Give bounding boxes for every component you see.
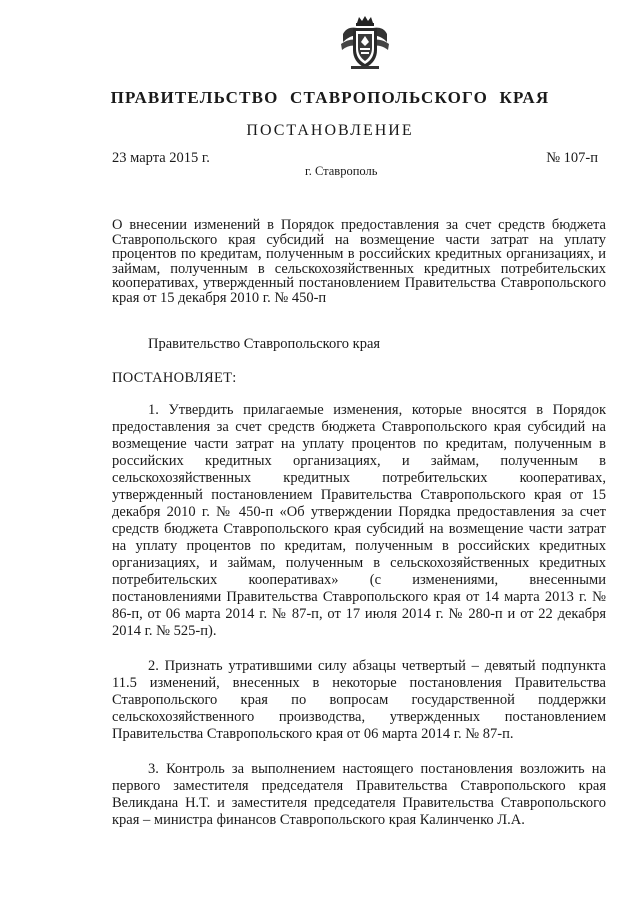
coat-of-arms-icon — [337, 14, 393, 72]
issuing-authority: Правительство Ставропольского края — [148, 336, 381, 352]
paragraph-3: 3. Контроль за выполнением настоящего постановления возложить на первого заместителя председателя Правительства Ставропольского края Великдана Н.Т. и заместителя председателя Правительства Ставропольского края – министра финансов Ставропольского края Калинченко Л.А. — [112, 761, 606, 828]
document-subject: О внесении изменений в Порядок предоставления за счет средств бюджета Ставропольского края субсидий на возмещение части затрат на уплату процентов по кредитам, полученным в российских кредитных организациях, и займам, полученным в сельскохозяйственных кредитных потребительских кооперативах, утвержденный постановлением Правительства Ставропольского края от 15 декабря 2010 г. № 450-п — [112, 217, 606, 306]
document-date: 23 марта 2015 г. — [112, 150, 210, 166]
paragraph-2: 2. Признать утратившими силу абзацы четвертый – девятый подпункта 11.5 изменений, внесенных в некоторые постановления Правительства Ставропольского края по вопросам государственной поддержки сельскохозяйственного производства, утвержденных постановлением Правительства Ставропольского края от 06 марта 2014 г. № 87-п. — [112, 658, 606, 742]
document-number: № 107-п — [546, 150, 598, 166]
document-type: ПОСТАНОВЛЕНИЕ — [246, 122, 414, 139]
decree-paragraphs — [112, 402, 606, 847]
government-title: ПРАВИТЕЛЬСТВО СТАВРОПОЛЬСКОГО КРАЯ — [110, 88, 550, 107]
document-city: г. Ставрополь — [305, 164, 378, 178]
decree-verb: ПОСТАНОВЛЯЕТ: — [112, 370, 237, 386]
paragraph-1: 1. Утвердить прилагаемые изменения, которые вносятся в Порядок предоставления за счет средств бюджета Ставропольского края субсидий на возмещение части затрат на уплату процентов по кредитам, полученным в российских кредитных организациях, и займам, полученным в сельскохозяйственных кредитных потребительских кооперативах, утвержденный постановлением Правительства Ставропольского края от 15 декабря 2010 г. № 450-п «Об утверждении Порядка предоставления за счет средств бюджета Ставропольского края субсидий на возмещение части затрат на уплату процентов по кредитам, полученным в российских кредитных организациях, и займам, полученным в сельскохозяйственных кредитных потребительских кооперативах» (с изменениями, внесенными постановлениями Правительства Ставропольского края от 14 марта 2013 г. № 86-п, от 06 марта 2014 г. № 87-п, от 17 июля 2014 г. № 280-п и от 22 декабря 2014 г. № 525-п). — [112, 402, 606, 639]
